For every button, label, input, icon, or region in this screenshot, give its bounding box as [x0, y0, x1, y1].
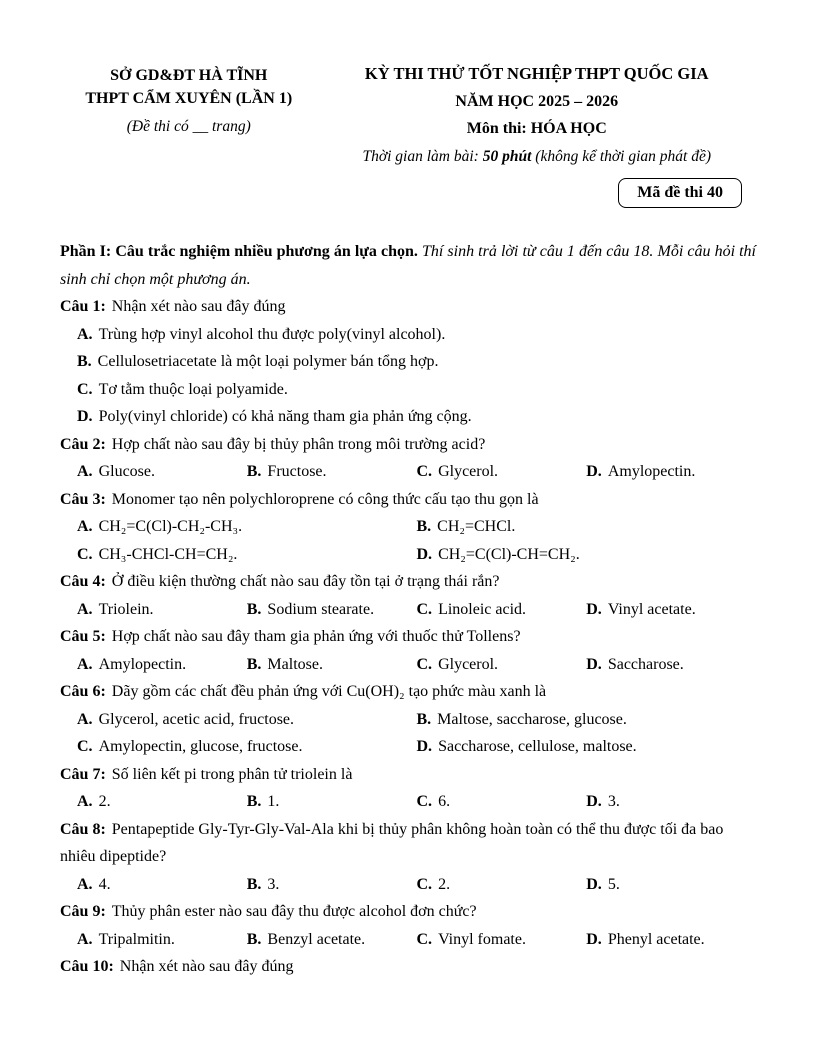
option-b	[247, 788, 417, 816]
time-duration: 50 phút	[482, 147, 532, 165]
option-label: C.	[416, 600, 433, 618]
question-text: Số liên kết pi trong phân tử triolein là	[111, 765, 353, 783]
option-a	[77, 871, 247, 899]
question-text: Dãy gồm các chất đều phản ứng với Cu(OH)₂ tạo phức màu xanh là	[111, 683, 547, 701]
option-c	[77, 376, 756, 404]
option-label: A.	[77, 600, 93, 618]
option-b	[417, 513, 757, 541]
department-name: SỞ GD&ĐT HÀ TĨNH	[110, 67, 268, 84]
option-text: Amylopectin, glucose, fructose.	[98, 738, 303, 756]
option-label: A.	[77, 325, 93, 343]
option-text: 3.	[267, 875, 280, 893]
option-label: C.	[77, 545, 93, 563]
option-c	[417, 596, 587, 624]
option-label: A.	[77, 930, 93, 948]
question-text-line	[60, 898, 756, 926]
option-text: Poly(vinyl chloride) có khả năng tham gia phản ứng cộng.	[98, 408, 472, 426]
question-text: Monomer tạo nên polychloroprene có công thức cấu tạo thu gọn là	[111, 490, 539, 508]
question-label: Câu 8:	[60, 820, 106, 838]
question-text-line	[60, 623, 756, 651]
option-b	[417, 706, 757, 734]
option-d	[586, 788, 756, 816]
part-one-instructions	[60, 238, 756, 293]
option-d	[586, 596, 756, 624]
option-text: Vinyl acetate.	[607, 600, 696, 618]
question-text-line	[60, 568, 756, 596]
options	[60, 926, 756, 954]
option-label: D.	[586, 655, 602, 673]
option-b	[247, 871, 417, 899]
time-suffix: (không kể thời gian phát đề)	[531, 147, 711, 165]
options	[60, 871, 756, 899]
question-1	[60, 293, 756, 431]
option-text: Benzyl acetate.	[267, 930, 366, 948]
question-label: Câu 7:	[60, 765, 106, 783]
question-label: Câu 5:	[60, 628, 106, 646]
option-a	[77, 596, 247, 624]
option-text: Triolein.	[98, 600, 154, 618]
option-b	[247, 458, 417, 486]
question-label: Câu 10:	[60, 958, 114, 976]
option-text: Glycerol.	[438, 655, 499, 673]
question-label: Câu 6:	[60, 683, 106, 701]
school-year: NĂM HỌC 2025 – 2026	[455, 92, 619, 110]
option-text: 3.	[607, 793, 620, 811]
option-a	[77, 651, 247, 679]
option-text: Amylopectin.	[98, 655, 187, 673]
question-7	[60, 761, 756, 816]
option-label: D.	[586, 930, 602, 948]
header-left-block	[60, 62, 318, 168]
option-label: A.	[77, 875, 93, 893]
exam-content	[60, 238, 756, 981]
option-label: D.	[586, 875, 602, 893]
option-label: B.	[246, 793, 262, 811]
option-text: Maltose, saccharose, glucose.	[437, 710, 627, 728]
option-text: Phenyl acetate.	[607, 930, 705, 948]
exam-header	[60, 62, 756, 168]
option-text: CH₂=C(Cl)-CH=CH₂.	[438, 545, 580, 563]
question-text: Nhận xét nào sau đây đúng	[111, 298, 286, 316]
option-text: Glucose.	[98, 463, 155, 481]
option-label: C.	[77, 738, 93, 756]
option-label: B.	[246, 930, 262, 948]
question-text: Pentapeptide Gly-Tyr-Gly-Val-Ala khi bị thủy phân không hoàn toàn có thể thu được tối đa bao nhiêu dipeptide?	[60, 820, 724, 866]
time-prefix: Thời gian làm bài:	[362, 147, 483, 165]
question-6	[60, 678, 756, 761]
option-text: 4.	[98, 875, 111, 893]
option-label: C.	[416, 875, 433, 893]
option-a	[77, 926, 247, 954]
option-text: 5.	[607, 875, 620, 893]
option-label: C.	[416, 930, 433, 948]
option-label: C.	[416, 793, 433, 811]
option-d	[586, 651, 756, 679]
school-name: THPT CẨM XUYÊN (LẦN 1)	[85, 90, 293, 108]
question-label: Câu 2:	[60, 435, 106, 453]
option-text: Cellulosetriacetate là một loại polymer bán tổng hợp.	[97, 353, 439, 371]
options	[60, 706, 756, 761]
question-text-line	[60, 953, 756, 981]
option-text: CH₃-CHCl-CH=CH₂.	[98, 545, 238, 563]
option-label: B.	[246, 463, 262, 481]
options	[60, 788, 756, 816]
option-d	[586, 458, 756, 486]
question-10	[60, 953, 756, 981]
question-label: Câu 4:	[60, 573, 106, 591]
question-text-line	[60, 293, 756, 321]
option-text: CH₂=CHCl.	[437, 518, 516, 536]
option-text: Tơ tằm thuộc loại polyamide.	[98, 380, 288, 398]
option-text: Tripalmitin.	[98, 930, 175, 948]
option-label: A.	[77, 463, 93, 481]
question-text: Nhận xét nào sau đây đúng	[119, 958, 294, 976]
option-label: C.	[416, 655, 433, 673]
question-text-line	[60, 678, 756, 706]
option-label: D.	[416, 738, 433, 756]
question-text-line	[60, 486, 756, 514]
options	[60, 458, 756, 486]
option-d	[417, 541, 757, 569]
header-right-block	[318, 62, 756, 168]
option-label: A.	[77, 793, 93, 811]
options	[60, 596, 756, 624]
option-text: Trùng hợp vinyl alcohol thu được poly(vinyl alcohol).	[98, 325, 446, 343]
part-one-note: Thí sinh trả lời từ câu 1 đến câu 18. Mỗi câu hỏi thí sinh chỉ chọn một phương án.	[60, 243, 756, 288]
option-label: B.	[77, 353, 92, 371]
option-text: 6.	[438, 793, 451, 811]
option-label: B.	[246, 600, 262, 618]
option-label: D.	[416, 545, 433, 563]
options	[60, 651, 756, 679]
time-limit-line	[318, 145, 756, 168]
exam-code-badge: Mã đề thi 40	[618, 178, 742, 208]
subject-line: Môn thi: HÓA HỌC	[466, 119, 607, 137]
options	[60, 321, 756, 431]
question-3	[60, 486, 756, 569]
question-text: Thủy phân ester nào sau đây thu được alcohol đơn chức?	[111, 903, 477, 921]
option-text: Linoleic acid.	[438, 600, 527, 618]
option-text: Sodium stearate.	[267, 600, 375, 618]
option-c	[417, 926, 587, 954]
option-label: C.	[77, 380, 93, 398]
option-label: A.	[77, 710, 93, 728]
option-label: D.	[586, 600, 602, 618]
option-label: D.	[586, 463, 602, 481]
option-c	[417, 788, 587, 816]
option-c	[417, 651, 587, 679]
question-text-line	[60, 761, 756, 789]
option-text: Maltose.	[267, 655, 323, 673]
question-list	[60, 293, 756, 981]
question-label: Câu 9:	[60, 903, 106, 921]
option-text: Glycerol, acetic acid, fructose.	[98, 710, 295, 728]
question-text-line	[60, 431, 756, 459]
question-4	[60, 568, 756, 623]
question-5	[60, 623, 756, 678]
page-count-note: (Đề thi có __ trang)	[126, 118, 251, 136]
option-a	[77, 513, 417, 541]
option-a	[77, 321, 756, 349]
option-label: D.	[77, 408, 93, 426]
option-c	[77, 541, 417, 569]
option-text: Fructose.	[267, 463, 327, 481]
option-label: B.	[416, 710, 432, 728]
option-text: Saccharose, cellulose, maltose.	[438, 738, 637, 756]
option-label: B.	[246, 655, 262, 673]
question-label: Câu 1:	[60, 298, 106, 316]
option-label: D.	[586, 793, 602, 811]
part-one-heading: Phần I: Câu trắc nghiệm nhiều phương án lựa chọn.	[60, 243, 418, 260]
option-text: Amylopectin.	[607, 463, 696, 481]
option-text: Vinyl fomate.	[438, 930, 526, 948]
option-text: 2.	[438, 875, 451, 893]
option-text: 1.	[267, 793, 280, 811]
question-text: Ở điều kiện thường chất nào sau đây tồn tại ở trạng thái rắn?	[111, 573, 500, 591]
options	[60, 513, 756, 568]
exam-title: KỲ THI THỬ TỐT NGHIỆP THPT QUỐC GIA	[364, 64, 709, 83]
option-a	[77, 458, 247, 486]
option-c	[417, 871, 587, 899]
option-d	[77, 403, 756, 431]
option-d	[586, 926, 756, 954]
option-a	[77, 788, 247, 816]
option-b	[247, 926, 417, 954]
option-b	[77, 348, 756, 376]
option-d	[586, 871, 756, 899]
option-text: CH₂=C(Cl)-CH₂-CH₃.	[98, 518, 243, 536]
option-text: Saccharose.	[607, 655, 684, 673]
option-a	[77, 706, 417, 734]
option-c	[77, 733, 417, 761]
option-b	[247, 596, 417, 624]
question-label: Câu 3:	[60, 490, 106, 508]
question-2	[60, 431, 756, 486]
option-label: A.	[77, 518, 93, 536]
question-text-line	[60, 816, 756, 871]
option-text: 2.	[98, 793, 111, 811]
option-label: B.	[416, 518, 432, 536]
option-b	[247, 651, 417, 679]
option-label: A.	[77, 655, 93, 673]
question-8	[60, 816, 756, 899]
exam-code-row	[60, 178, 756, 208]
question-text: Hợp chất nào sau đây bị thủy phân trong môi trường acid?	[111, 435, 486, 453]
option-label: C.	[416, 463, 433, 481]
option-d	[417, 733, 757, 761]
question-text: Hợp chất nào sau đây tham gia phản ứng với thuốc thử Tollens?	[111, 628, 521, 646]
option-text: Glycerol.	[438, 463, 499, 481]
option-label: B.	[246, 875, 262, 893]
question-9	[60, 898, 756, 953]
option-c	[417, 458, 587, 486]
